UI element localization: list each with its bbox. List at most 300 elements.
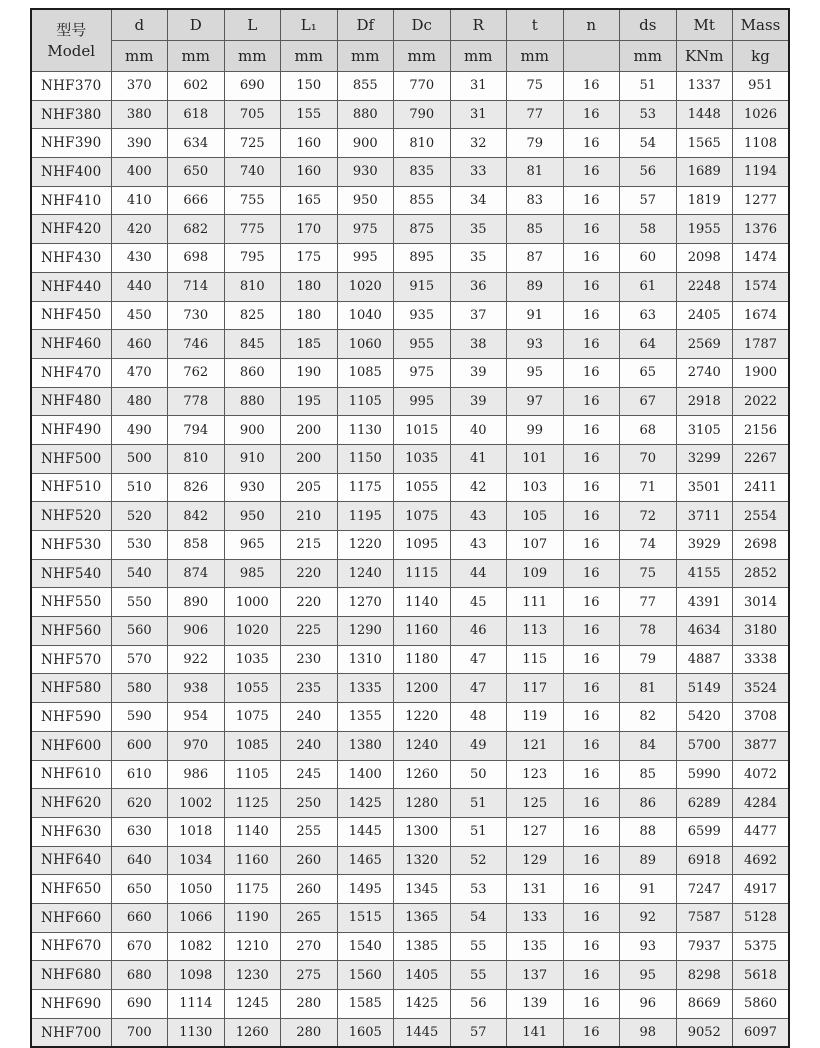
column-unit-Dc: mm — [394, 41, 451, 72]
value-cell: 810 — [224, 272, 281, 301]
model-cell: NHF510 — [31, 473, 111, 502]
value-cell: 190 — [281, 358, 338, 387]
table-row — [31, 990, 789, 1019]
table-row — [31, 875, 789, 904]
value-cell: 1425 — [394, 990, 451, 1019]
value-cell: 1015 — [394, 416, 451, 445]
value-cell: 1400 — [337, 760, 394, 789]
value-cell: 1125 — [224, 789, 281, 818]
value-cell: 510 — [111, 473, 168, 502]
value-cell: 845 — [224, 330, 281, 359]
value-cell: 965 — [224, 531, 281, 560]
value-cell: 89 — [507, 272, 564, 301]
value-cell: 72 — [620, 502, 677, 531]
value-cell: 1560 — [337, 961, 394, 990]
value-cell: 16 — [563, 846, 620, 875]
value-cell: 570 — [111, 645, 168, 674]
value-cell: 4634 — [676, 617, 733, 646]
model-cell: NHF560 — [31, 617, 111, 646]
value-cell: 778 — [168, 387, 225, 416]
column-unit-L: mm — [224, 41, 281, 72]
table-row — [31, 559, 789, 588]
value-cell: 460 — [111, 330, 168, 359]
value-cell: 16 — [563, 444, 620, 473]
table-row — [31, 100, 789, 129]
value-cell: 1300 — [394, 817, 451, 846]
value-cell: 78 — [620, 617, 677, 646]
value-cell: 260 — [281, 846, 338, 875]
value-cell: 1095 — [394, 531, 451, 560]
value-cell: 1160 — [224, 846, 281, 875]
value-cell: 1565 — [676, 129, 733, 158]
value-cell: 3711 — [676, 502, 733, 531]
column-unit-D: mm — [168, 41, 225, 72]
value-cell: 16 — [563, 961, 620, 990]
value-cell: 84 — [620, 731, 677, 760]
model-label-en: Model — [47, 41, 96, 60]
model-cell: NHF680 — [31, 961, 111, 990]
value-cell: 109 — [507, 559, 564, 588]
value-cell: 54 — [620, 129, 677, 158]
value-cell: 2405 — [676, 301, 733, 330]
value-cell: 16 — [563, 129, 620, 158]
model-cell: NHF640 — [31, 846, 111, 875]
value-cell: 55 — [450, 961, 507, 990]
value-cell: 141 — [507, 1018, 564, 1047]
spec-table — [30, 8, 790, 1048]
value-cell: 205 — [281, 473, 338, 502]
value-cell: 935 — [394, 301, 451, 330]
value-cell: 1787 — [733, 330, 790, 359]
value-cell: 8669 — [676, 990, 733, 1019]
value-cell: 35 — [450, 244, 507, 273]
value-cell: 240 — [281, 703, 338, 732]
model-cell: NHF430 — [31, 244, 111, 273]
value-cell: 1200 — [394, 674, 451, 703]
value-cell: 111 — [507, 588, 564, 617]
value-cell: 4155 — [676, 559, 733, 588]
value-cell: 970 — [168, 731, 225, 760]
value-cell: 986 — [168, 760, 225, 789]
value-cell: 86 — [620, 789, 677, 818]
model-cell: NHF500 — [31, 444, 111, 473]
value-cell: 1337 — [676, 72, 733, 101]
value-cell: 954 — [168, 703, 225, 732]
value-cell: 2022 — [733, 387, 790, 416]
value-cell: 16 — [563, 588, 620, 617]
value-cell: 1060 — [337, 330, 394, 359]
value-cell: 1260 — [224, 1018, 281, 1047]
value-cell: 1605 — [337, 1018, 394, 1047]
value-cell: 275 — [281, 961, 338, 990]
value-cell: 1290 — [337, 617, 394, 646]
value-cell: 550 — [111, 588, 168, 617]
value-cell: 985 — [224, 559, 281, 588]
value-cell: 1082 — [168, 932, 225, 961]
value-cell: 1055 — [394, 473, 451, 502]
value-cell: 89 — [620, 846, 677, 875]
value-cell: 1018 — [168, 817, 225, 846]
value-cell: 1105 — [224, 760, 281, 789]
table-row — [31, 244, 789, 273]
value-cell: 1405 — [394, 961, 451, 990]
value-cell: 390 — [111, 129, 168, 158]
model-cell: NHF540 — [31, 559, 111, 588]
value-cell: 775 — [224, 215, 281, 244]
value-cell: 4284 — [733, 789, 790, 818]
value-cell: 700 — [111, 1018, 168, 1047]
value-cell: 670 — [111, 932, 168, 961]
value-cell: 139 — [507, 990, 564, 1019]
value-cell: 370 — [111, 72, 168, 101]
value-cell: 2569 — [676, 330, 733, 359]
value-cell: 16 — [563, 617, 620, 646]
model-cell: NHF400 — [31, 158, 111, 187]
value-cell: 58 — [620, 215, 677, 244]
model-cell: NHF660 — [31, 903, 111, 932]
value-cell: 1075 — [394, 502, 451, 531]
value-cell: 890 — [168, 588, 225, 617]
model-cell: NHF520 — [31, 502, 111, 531]
value-cell: 2698 — [733, 531, 790, 560]
value-cell: 4887 — [676, 645, 733, 674]
value-cell: 2554 — [733, 502, 790, 531]
value-cell: 160 — [281, 129, 338, 158]
value-cell: 129 — [507, 846, 564, 875]
value-cell: 826 — [168, 473, 225, 502]
column-unit-Df: mm — [337, 41, 394, 72]
value-cell: 150 — [281, 72, 338, 101]
table-row — [31, 158, 789, 187]
value-cell: 3014 — [733, 588, 790, 617]
value-cell: 16 — [563, 272, 620, 301]
header-row-units — [31, 41, 789, 72]
value-cell: 762 — [168, 358, 225, 387]
value-cell: 1260 — [394, 760, 451, 789]
value-cell: 61 — [620, 272, 677, 301]
table-row — [31, 1018, 789, 1047]
model-cell: NHF590 — [31, 703, 111, 732]
value-cell: 666 — [168, 186, 225, 215]
value-cell: 3524 — [733, 674, 790, 703]
value-cell: 40 — [450, 416, 507, 445]
header-row-names — [31, 9, 789, 41]
value-cell: 490 — [111, 416, 168, 445]
value-cell: 938 — [168, 674, 225, 703]
column-unit-d: mm — [111, 41, 168, 72]
value-cell: 51 — [620, 72, 677, 101]
value-cell: 16 — [563, 244, 620, 273]
value-cell: 4477 — [733, 817, 790, 846]
table-row — [31, 358, 789, 387]
value-cell: 46 — [450, 617, 507, 646]
model-cell: NHF490 — [31, 416, 111, 445]
table-row — [31, 789, 789, 818]
value-cell: 79 — [620, 645, 677, 674]
value-cell: 50 — [450, 760, 507, 789]
value-cell: 107 — [507, 531, 564, 560]
value-cell: 1385 — [394, 932, 451, 961]
value-cell: 660 — [111, 903, 168, 932]
table-row — [31, 760, 789, 789]
table-row — [31, 617, 789, 646]
column-unit-Mass: kg — [733, 41, 790, 72]
value-cell: 123 — [507, 760, 564, 789]
value-cell: 200 — [281, 444, 338, 473]
value-cell: 16 — [563, 789, 620, 818]
column-header-Dc: Dc — [394, 9, 451, 41]
value-cell: 1900 — [733, 358, 790, 387]
column-unit-Mt: KNm — [676, 41, 733, 72]
model-cell: NHF610 — [31, 760, 111, 789]
column-unit-n — [563, 41, 620, 72]
value-cell: 3877 — [733, 731, 790, 760]
value-cell: 1474 — [733, 244, 790, 273]
value-cell: 1180 — [394, 645, 451, 674]
value-cell: 1002 — [168, 789, 225, 818]
value-cell: 87 — [507, 244, 564, 273]
value-cell: 121 — [507, 731, 564, 760]
value-cell: 77 — [620, 588, 677, 617]
value-cell: 1448 — [676, 100, 733, 129]
value-cell: 16 — [563, 215, 620, 244]
model-cell: NHF620 — [31, 789, 111, 818]
value-cell: 4917 — [733, 875, 790, 904]
value-cell: 215 — [281, 531, 338, 560]
column-header-Df: Df — [337, 9, 394, 41]
value-cell: 2098 — [676, 244, 733, 273]
value-cell: 48 — [450, 703, 507, 732]
value-cell: 133 — [507, 903, 564, 932]
value-cell: 91 — [507, 301, 564, 330]
model-cell: NHF600 — [31, 731, 111, 760]
value-cell: 240 — [281, 731, 338, 760]
model-cell: NHF580 — [31, 674, 111, 703]
value-cell: 270 — [281, 932, 338, 961]
value-cell: 57 — [620, 186, 677, 215]
value-cell: 16 — [563, 358, 620, 387]
value-cell: 2267 — [733, 444, 790, 473]
value-cell: 1220 — [394, 703, 451, 732]
model-cell: NHF700 — [31, 1018, 111, 1047]
value-cell: 400 — [111, 158, 168, 187]
value-cell: 1320 — [394, 846, 451, 875]
value-cell: 520 — [111, 502, 168, 531]
value-cell: 91 — [620, 875, 677, 904]
value-cell: 746 — [168, 330, 225, 359]
value-cell: 53 — [450, 875, 507, 904]
value-cell: 280 — [281, 990, 338, 1019]
value-cell: 1425 — [337, 789, 394, 818]
value-cell: 590 — [111, 703, 168, 732]
value-cell: 16 — [563, 559, 620, 588]
value-cell: 51 — [450, 789, 507, 818]
value-cell: 1035 — [224, 645, 281, 674]
value-cell: 113 — [507, 617, 564, 646]
value-cell: 795 — [224, 244, 281, 273]
value-cell: 93 — [620, 932, 677, 961]
value-cell: 1277 — [733, 186, 790, 215]
table-row — [31, 301, 789, 330]
model-cell: NHF480 — [31, 387, 111, 416]
value-cell: 155 — [281, 100, 338, 129]
value-cell: 895 — [394, 244, 451, 273]
value-cell: 1085 — [337, 358, 394, 387]
value-cell: 16 — [563, 760, 620, 789]
column-header-n: n — [563, 9, 620, 41]
value-cell: 250 — [281, 789, 338, 818]
value-cell: 915 — [394, 272, 451, 301]
value-cell: 725 — [224, 129, 281, 158]
value-cell: 810 — [168, 444, 225, 473]
column-header-ds: ds — [620, 9, 677, 41]
value-cell: 6918 — [676, 846, 733, 875]
value-cell: 165 — [281, 186, 338, 215]
value-cell: 835 — [394, 158, 451, 187]
value-cell: 38 — [450, 330, 507, 359]
value-cell: 67 — [620, 387, 677, 416]
column-unit-t: mm — [507, 41, 564, 72]
table-row — [31, 731, 789, 760]
value-cell: 97 — [507, 387, 564, 416]
model-cell: NHF380 — [31, 100, 111, 129]
value-cell: 790 — [394, 100, 451, 129]
value-cell: 1034 — [168, 846, 225, 875]
model-cell: NHF390 — [31, 129, 111, 158]
table-row — [31, 932, 789, 961]
value-cell: 860 — [224, 358, 281, 387]
value-cell: 995 — [337, 244, 394, 273]
value-cell: 16 — [563, 817, 620, 846]
model-cell: NHF690 — [31, 990, 111, 1019]
value-cell: 1495 — [337, 875, 394, 904]
model-cell: NHF450 — [31, 301, 111, 330]
value-cell: 16 — [563, 1018, 620, 1047]
value-cell: 1445 — [394, 1018, 451, 1047]
value-cell: 3105 — [676, 416, 733, 445]
value-cell: 16 — [563, 72, 620, 101]
value-cell: 81 — [620, 674, 677, 703]
value-cell: 4072 — [733, 760, 790, 789]
value-cell: 7587 — [676, 903, 733, 932]
value-cell: 45 — [450, 588, 507, 617]
column-header-L: L — [224, 9, 281, 41]
value-cell: 855 — [337, 72, 394, 101]
table-row — [31, 961, 789, 990]
value-cell: 1574 — [733, 272, 790, 301]
value-cell: 900 — [337, 129, 394, 158]
model-cell: NHF460 — [31, 330, 111, 359]
value-cell: 440 — [111, 272, 168, 301]
value-cell: 88 — [620, 817, 677, 846]
value-cell: 1245 — [224, 990, 281, 1019]
value-cell: 115 — [507, 645, 564, 674]
value-cell: 640 — [111, 846, 168, 875]
value-cell: 16 — [563, 158, 620, 187]
table-row — [31, 817, 789, 846]
value-cell: 951 — [733, 72, 790, 101]
value-cell: 1280 — [394, 789, 451, 818]
value-cell: 900 — [224, 416, 281, 445]
table-row — [31, 186, 789, 215]
value-cell: 810 — [394, 129, 451, 158]
value-cell: 255 — [281, 817, 338, 846]
model-cell: NHF570 — [31, 645, 111, 674]
value-cell: 230 — [281, 645, 338, 674]
value-cell: 825 — [224, 301, 281, 330]
value-cell: 3180 — [733, 617, 790, 646]
value-cell: 44 — [450, 559, 507, 588]
value-cell: 1130 — [168, 1018, 225, 1047]
table-row — [31, 645, 789, 674]
value-cell: 1230 — [224, 961, 281, 990]
value-cell: 36 — [450, 272, 507, 301]
value-cell: 600 — [111, 731, 168, 760]
value-cell: 103 — [507, 473, 564, 502]
value-cell: 125 — [507, 789, 564, 818]
table-body — [31, 72, 789, 1048]
value-cell: 1108 — [733, 129, 790, 158]
value-cell: 85 — [620, 760, 677, 789]
table-row — [31, 272, 789, 301]
model-cell: NHF440 — [31, 272, 111, 301]
value-cell: 5128 — [733, 903, 790, 932]
value-cell: 265 — [281, 903, 338, 932]
value-cell: 1130 — [337, 416, 394, 445]
value-cell: 1540 — [337, 932, 394, 961]
value-cell: 7247 — [676, 875, 733, 904]
value-cell: 634 — [168, 129, 225, 158]
value-cell: 16 — [563, 932, 620, 961]
value-cell: 16 — [563, 531, 620, 560]
value-cell: 950 — [337, 186, 394, 215]
value-cell: 1674 — [733, 301, 790, 330]
column-unit-ds: mm — [620, 41, 677, 72]
value-cell: 16 — [563, 100, 620, 129]
value-cell: 1035 — [394, 444, 451, 473]
value-cell: 1098 — [168, 961, 225, 990]
value-cell: 930 — [337, 158, 394, 187]
table-row — [31, 674, 789, 703]
value-cell: 170 — [281, 215, 338, 244]
value-cell: 1376 — [733, 215, 790, 244]
value-cell: 1055 — [224, 674, 281, 703]
table-row — [31, 444, 789, 473]
value-cell: 95 — [507, 358, 564, 387]
value-cell: 82 — [620, 703, 677, 732]
value-cell: 1140 — [394, 588, 451, 617]
value-cell: 922 — [168, 645, 225, 674]
value-cell: 1210 — [224, 932, 281, 961]
value-cell: 63 — [620, 301, 677, 330]
value-cell: 5149 — [676, 674, 733, 703]
value-cell: 975 — [337, 215, 394, 244]
value-cell: 680 — [111, 961, 168, 990]
value-cell: 1175 — [337, 473, 394, 502]
value-cell: 500 — [111, 444, 168, 473]
value-cell: 1105 — [337, 387, 394, 416]
value-cell: 2852 — [733, 559, 790, 588]
value-cell: 3501 — [676, 473, 733, 502]
value-cell: 5375 — [733, 932, 790, 961]
value-cell: 31 — [450, 100, 507, 129]
value-cell: 1365 — [394, 903, 451, 932]
value-cell: 54 — [450, 903, 507, 932]
value-cell: 56 — [450, 990, 507, 1019]
column-header-L1: L₁ — [281, 9, 338, 41]
value-cell: 540 — [111, 559, 168, 588]
value-cell: 60 — [620, 244, 677, 273]
